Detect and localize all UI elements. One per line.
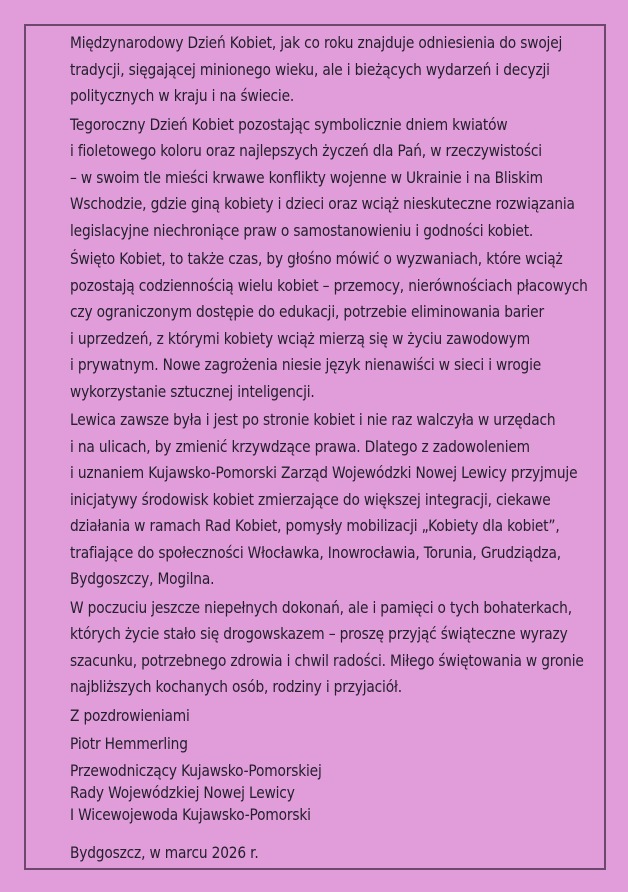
text-line: działania w ramach Rad Kobiet, pomysły mobilizacji „Kobiety dla kobiet”, [70,516,560,535]
signer-name [70,731,600,758]
paragraph-3 [70,246,600,405]
text-line: Wschodzie, gdzie giną kobiety i dzieci oraz wciąż nieskuteczne rozwiązania [70,194,575,213]
closing-line [70,703,600,730]
title-line: I Wicewojewoda Kujawsko-Pomorski [70,804,311,824]
text-line: i prywatnym. Nowe zagrożenia niesie język nienawiści w sieci i wrogie [70,355,542,374]
text-line: czy ograniczonym dostępie do edukacji, potrzebie eliminowania barier [70,302,544,321]
title-line: Rady Wojewódzkiej Nowej Lewicy [70,782,295,802]
text-line: szacunku, potrzebnego zdrowia i chwil radości. Miłego świętowania w gronie [70,650,584,670]
text-line: Piotr Hemmerling [70,734,188,753]
place-date [70,840,600,867]
text-line: pozostają codziennością wielu kobiet – przemocy, nierównościach płacowych [70,275,588,295]
text-line: Bydgoszcz, w marcu 2026 r. [70,842,259,862]
text-line: Międzynarodowy Dzień Kobiet, jak co roku znajduje odniesienia do swojej [70,33,563,52]
text-line: Bydgoszczy, Mogilna. [70,569,215,588]
paragraph-5 [70,595,600,701]
signer-titles [70,760,600,826]
text-line: inicjatywy środowisk kobiet zmierzające do większej integracji, ciekawe [70,489,551,509]
text-line: i fioletowego koloru oraz najlepszych życzeń dla Pań, w rzeczywistości [70,141,542,160]
text-line: trafiające do społeczności Włocławka, Inowrocławia, Torunia, Grudziądza, [70,542,561,562]
text-line: Święto Kobiet, to także czas, by głośno mówić o wyzwaniach, które wciąż [70,249,563,268]
text-line: najbliższych kochanych osób, rodziny i przyjaciół. [70,677,402,696]
paragraph-2 [70,112,600,245]
text-line: Z pozdrowieniami [70,705,190,725]
text-line: politycznych w kraju i na świecie. [70,86,295,105]
text-line: i na ulicach, by zmienić krzywdzące prawa. Dlatego z zadowoleniem [70,436,530,456]
text-line: legislacyjne niechroniące praw o samostanowieniu i godności kobiet. [70,220,534,240]
text-line: wykorzystanie sztucznej inteligencji. [70,381,315,401]
text-line: – w swoim tle mieści krwawe konflikty wojenne w Ukrainie i na Bliskim [70,167,543,187]
text-line: i uznaniem Kujawsko-Pomorski Zarząd Wojewódzki Nowej Lewicy przyjmuje [70,463,578,482]
text-line: Tegoroczny Dzień Kobiet pozostając symbolicznie dniem kwiatów [70,114,508,134]
text-line: tradycji, sięgającej minionego wieku, ale i bieżących wydarzeń i decyzji [70,59,550,79]
letter-body [70,30,600,868]
text-line: W poczuciu jeszcze niepełnych dokonań, ale i pamięci o tych bohaterkach, [70,597,572,617]
text-line: których życie stało się drogowskazem – proszę przyjąć świąteczne wyrazy [70,624,568,643]
letter-frame [24,24,606,870]
paragraph-1 [70,30,600,110]
paragraph-4 [70,407,600,593]
title-line: Przewodniczący Kujawsko-Pomorskiej [70,760,322,780]
text-line: Lewica zawsze była i jest po stronie kobiet i nie raz walczyła w urzędach [70,410,556,429]
text-line: i uprzedzeń, z którymi kobiety wciąż mierzą się w życiu zawodowym [70,328,530,348]
